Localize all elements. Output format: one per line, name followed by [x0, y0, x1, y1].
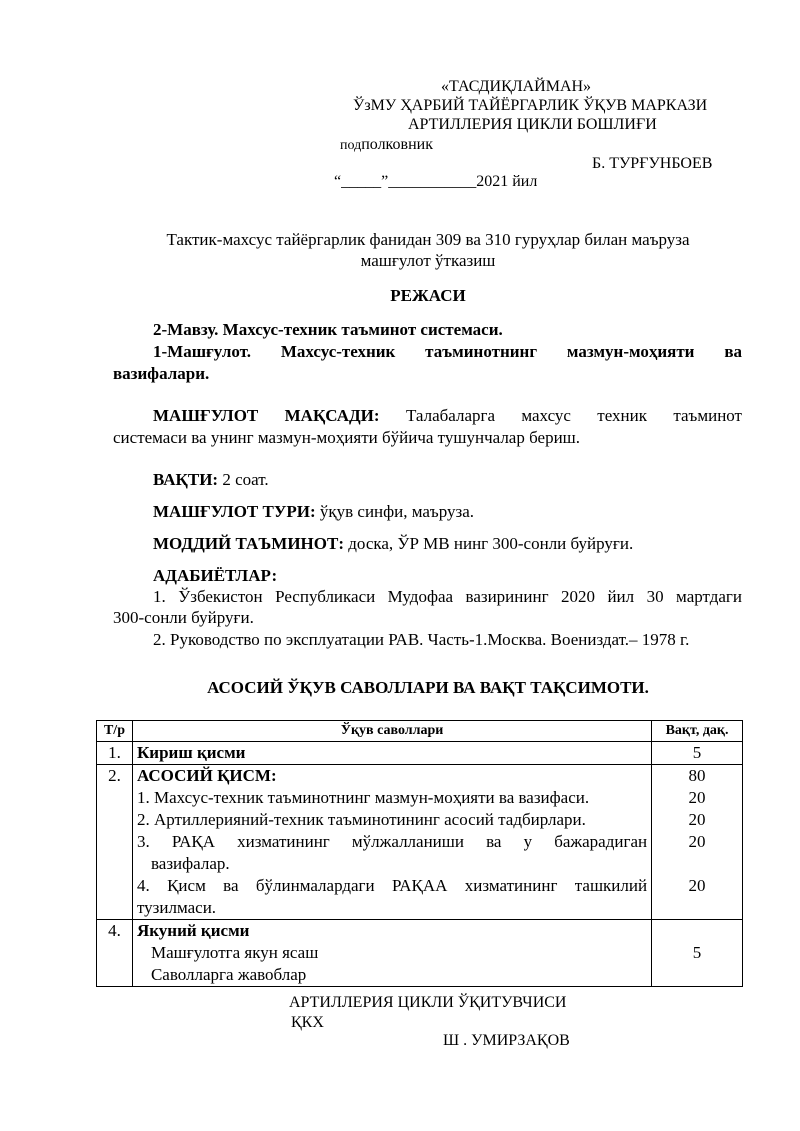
table-row — [97, 742, 743, 765]
approval-stamp: «ТАСДИҚЛАЙМАН» — [441, 78, 592, 95]
final-item-2: Саволларга жавоблар — [150, 965, 307, 984]
materials-label: МОДДИЙ ТАЪМИНОТ: — [153, 534, 345, 553]
literature-item1a: 1. Ўзбекистон Республикаси Мудофаа вазирининг 2020 йил 30 мартдаги — [153, 587, 742, 606]
question-2: 2. Артиллерияний-техник таъминотининг асосий тадбирлари. — [136, 810, 586, 829]
type-value: ўқув синфи, маъруза. — [315, 502, 475, 521]
row-number: 2. — [97, 765, 133, 920]
signature-position: АРТИЛЛЕРИЯ ЦИКЛИ ЎҚИТУВЧИСИ — [289, 994, 567, 1011]
row-time: 80 — [688, 766, 706, 785]
col-header-time: Вақт, дақ. — [652, 721, 743, 742]
row-time: 5 — [652, 742, 743, 765]
page-title: РЕЖАСИ — [390, 286, 466, 305]
question-3a: 3. РАҚА хизматининг мўлжалланиши ва у бажарадиган — [136, 832, 648, 851]
literature-label: АДАБИЁТЛАР: — [153, 566, 278, 585]
lesson-line-cont: вазифалари. — [113, 364, 210, 383]
question-1: 1. Махсус-техник таъминотнинг мазмун-моҳияти ва вазифаси. — [136, 788, 590, 807]
type-line — [153, 502, 474, 522]
col-header-questions: Ўқув саволлари — [132, 721, 651, 742]
goal-line — [153, 406, 742, 426]
question-4a: 4. Қисм ва бўлинмалардаги РАҚАА хизматининг ташкилий — [136, 876, 648, 895]
col-header-num: Т/р — [97, 721, 133, 742]
schedule-title: АСОСИЙ ЎҚУВ САВОЛЛАРИ ВА ВАҚТ ТАҚСИМОТИ. — [207, 678, 649, 697]
question-4-time: 20 — [688, 876, 706, 895]
row-times — [652, 765, 743, 920]
signature-name: Ш . УМИРЗАҚОВ — [443, 1032, 570, 1049]
approval-rank — [340, 136, 433, 154]
time-label: ВАҚТИ: — [153, 470, 219, 489]
signature-rank: ҚКХ — [291, 1014, 324, 1031]
row-times — [652, 920, 743, 987]
goal-label: МАШҒУЛОТ МАҚСАДИ: — [153, 406, 380, 425]
question-3b: вазифалар. — [150, 854, 230, 873]
question-3-time: 20 — [688, 832, 706, 851]
approval-date: “_____”___________2021 йил — [334, 173, 538, 190]
goal-text-a: Талабаларга махсус техник таъминот — [379, 406, 742, 425]
approval-org: ЎзМУ ҲАРБИЙ ТАЙЁРГАРЛИК ЎҚУВ МАРКАЗИ — [353, 97, 708, 114]
materials-line — [153, 534, 633, 554]
header-line2: машғулот ўтказиш — [360, 251, 496, 270]
question-2-time: 20 — [688, 810, 706, 829]
row-content — [132, 765, 651, 920]
approval-rank-main: полковник — [361, 136, 433, 153]
time-line — [153, 470, 269, 490]
table-row — [97, 920, 743, 987]
table-row — [97, 765, 743, 920]
time-value: 2 соат. — [218, 470, 269, 489]
approval-position: АРТИЛЛЕРИЯ ЦИКЛИ БОШЛИҒИ — [408, 116, 657, 133]
row-number: 4. — [97, 920, 133, 987]
final-item-1: Машғулотга якун ясаш — [150, 943, 319, 962]
question-1-time: 20 — [688, 788, 706, 807]
row-title: Кириш қисми — [132, 742, 651, 765]
type-label: МАШҒУЛОТ ТУРИ: — [153, 502, 316, 521]
goal-text-b: системаси ва унинг мазмун-моҳияти бўйича тушунчалар бериш. — [113, 428, 581, 447]
row-number: 1. — [97, 742, 133, 765]
row-time: 5 — [692, 943, 702, 962]
question-4b: тузилмаси. — [136, 898, 217, 917]
approval-rank-prefix: под — [340, 138, 362, 153]
topic-line: 2-Мавзу. Махсус-техник таъминот системаси. — [153, 320, 503, 339]
row-content — [132, 920, 651, 987]
literature-item1b: 300-сонли буйруғи. — [113, 608, 254, 627]
approval-name: Б. ТУРҒУНБОЕВ — [592, 155, 713, 172]
schedule-table — [96, 720, 743, 987]
literature-item2: 2. Руководство по эксплуатации РАВ. Часть-1.Москва. Воениздат.– 1978 г. — [153, 630, 690, 649]
row-title: АСОСИЙ ҚИСМ: — [136, 766, 277, 785]
table-header-row — [97, 721, 743, 742]
header-line1: Тактик-махсус тайёргарлик фанидан 309 ва 310 гуруҳлар билан маъруза — [166, 230, 690, 249]
materials-value: доска, ЎР МВ нинг 300-сонли буйруғи. — [344, 534, 634, 553]
lesson-line: 1-Машғулот. Махсус-техник таъминотнинг мазмун-моҳияти ва — [153, 342, 742, 361]
row-title: Якуний қисми — [136, 921, 250, 940]
